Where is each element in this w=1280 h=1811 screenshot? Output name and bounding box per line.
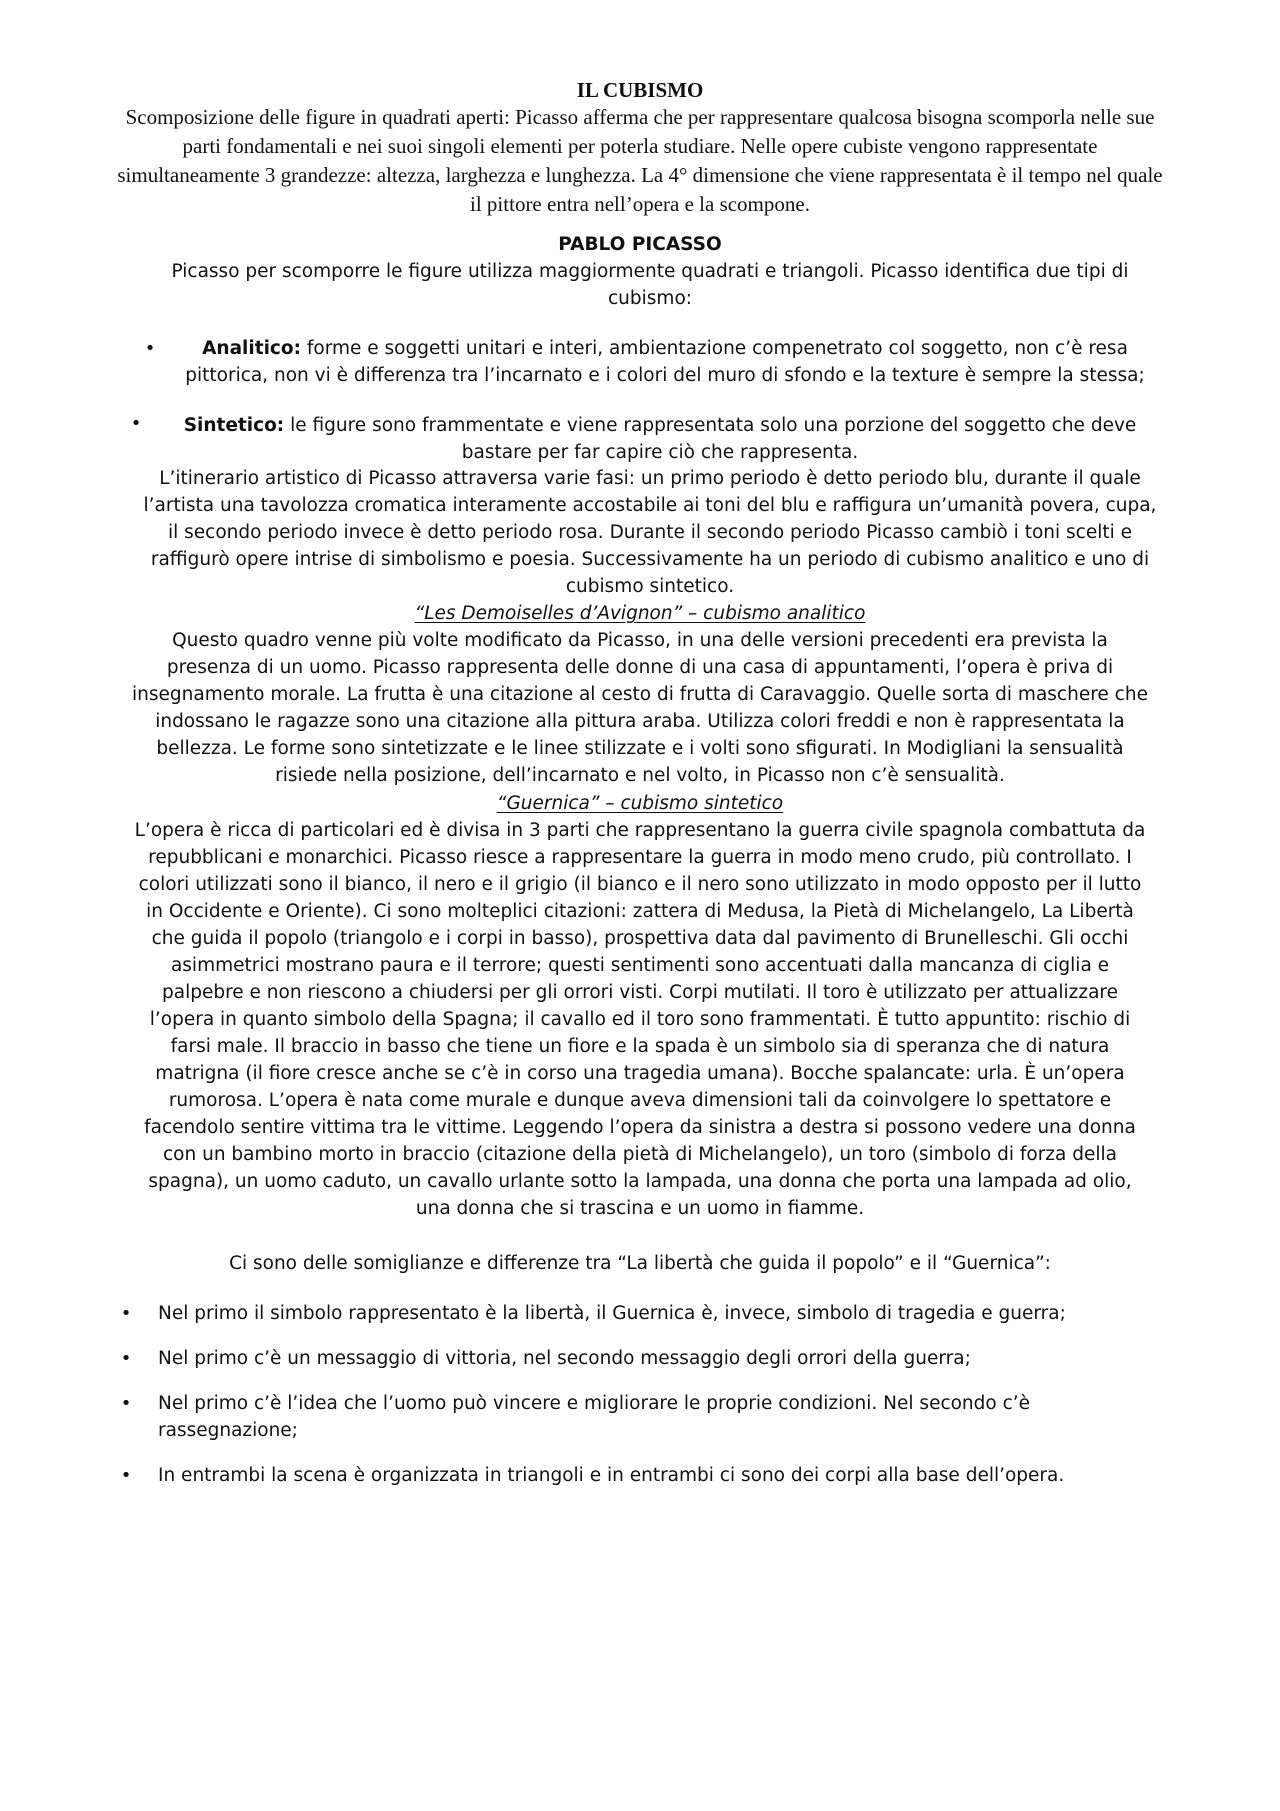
- bullet-icon: •: [144, 338, 156, 359]
- term-label: Sintetico:: [183, 415, 285, 436]
- picasso-intro-paragraph: Picasso per scomporre le figure utilizza maggiormente quadrati e triangoli. Picasso identifica due tipi di cubismo:: [171, 261, 1129, 309]
- demoiselles-heading: [120, 600, 1160, 627]
- demoiselles-paragraph: Questo quadro venne più volte modificato da Picasso, in una delle versioni precedenti era prevista la presenza di un uomo. Picasso rappresenta delle donne di una casa di appuntamenti, l’opera è priva di insegnamento morale. La frutta è una citazione al cesto di frutta di Caravaggio. Quelle sorta di maschere che indossano le ragazze sono una citazione alla pittura araba. Utilizza colori freddi e non è rappresentata la bellezza. Le forme sono sintetizzate e le linee stilizzate e i volti sono sfigurati. In Modigliani la sensualità risiede nella posizione, dell’incarnato e nel volto, in Picasso non c’è sensualità.: [132, 630, 1148, 786]
- section-heading-picasso: PABLO PICASSO: [558, 234, 722, 255]
- term-description: forme e soggetti unitari e interi, ambientazione compenetrato col soggetto, non c’è resa pittorica, non vi è differenza tra l’incarnato e i colori del muro di sfondo e la texture è sempre la stessa;: [185, 338, 1145, 386]
- guernica-heading: [120, 790, 1160, 817]
- comparison-item: Nel primo c’è l’idea che l’uomo può vincere e migliorare le proprie condizioni. Nel secondo c’è rassegnazione;: [158, 1393, 1031, 1441]
- comparison-item: In entrambi la scena è organizzata in triangoli e in entrambi ci sono dei corpi alla base dell’opera.: [158, 1465, 1065, 1486]
- comparison-item: Nel primo il simbolo rappresentato è la libertà, il Guernica è, invece, simbolo di tragedia e guerra;: [158, 1303, 1066, 1324]
- bullet-icon: •: [120, 1303, 132, 1324]
- intro-paragraph: Scomposizione delle figure in quadrati aperti: Picasso afferma che per rappresentare qualcosa bisogna scomporla nelle sue parti fondamentali e nei suoi singoli elementi per poterla studiare. Nelle opere cubiste vengono rappresentate simultaneamente 3 grandezze: altezza, larghezza e lunghezza. La 4° dimensione che viene rappresentata è il tempo nel quale il pittore entra nell’opera e la scompone.: [117, 105, 1163, 216]
- guernica-title: “Guernica” – cubismo sintetico: [496, 793, 784, 814]
- itinerary-paragraph: L’itinerario artistico di Picasso attraversa varie fasi: un primo periodo è detto periodo blu, durante il quale l’artista una tavolozza cromatica interamente accostabile ai toni del blu e raffigura un’umanità povera, cupa, il secondo periodo invece è detto periodo rosa. Durante il secondo periodo Picasso cambiò i toni scelti e raffigurò opere intrise di simbolismo e poesia. Successivamente ha un periodo di cubismo analitico e uno di cubismo sintetico.: [143, 468, 1157, 597]
- guernica-paragraph: L’opera è ricca di particolari ed è divisa in 3 parti che rappresentano la guerra civile spagnola combattuta da repubblicani e monarchici. Picasso riesce a rappresentare la guerra in modo meno crudo, più controllato. I colori utilizzati sono il bianco, il nero e il grigio (il bianco e il nero sono utilizzato in modo opposto per il lutto in Occidente e Oriente). Ci sono molteplici citazioni: zattera di Medusa, la Pietà di Michelangelo, La Libertà che guida il popolo (triangolo e i corpi in basso), prospettiva data dal pavimento di Brunelleschi. Gli occhi asimmetrici mostrano paura e il terrore; questi sentimenti sono accentuati dalla mancanza di ciglia e palpebre e non riescono a chiudersi per gli orrori visti. Corpi mutilati. Il toro è utilizzato per attualizzare l’opera in quanto simbolo della Spagna; il cavallo ed il toro sono frammentati. È tutto appuntito: rischio di farsi male. Il braccio in basso che tiene un fiore e la spada è un simbolo sia di speranza che di natura matrigna (il fiore cresce anche se c’è in corso una tragedia umana). Bocche spalancate: urla. È un’opera rumorosa. L’opera è nata come murale e dunque aveva dimensioni tali da coinvolgere lo spettatore e facendolo sentire vittima tra le vittime. Leggendo l’opera da sinistra a destra si possono vedere una donna con un bambino morto in braccio (citazione della pietà di Michelangelo), un toro (simbolo di forza della spagna), un uomo caduto, un cavallo urlante sotto la lampada, una donna che porta una lampada ad olio, una donna che si trascina e un uomo in fiamme.: [134, 820, 1146, 1219]
- bullet-icon: •: [130, 413, 142, 434]
- demoiselles-title: “Les Demoiselles d’Avignon” – cubismo analitico: [414, 603, 866, 624]
- term-label: Analitico:: [202, 338, 301, 359]
- term-description: le figure sono frammentate e viene rappresentata solo una porzione del soggetto che deve bastare per far capire ciò che rappresenta.: [284, 415, 1137, 463]
- bullet-icon: •: [120, 1348, 132, 1369]
- list-item-analitico: [160, 335, 1170, 389]
- comparison-item: Nel primo c’è un messaggio di vittoria, nel secondo messaggio degli orrori della guerra;: [158, 1348, 971, 1369]
- bullet-icon: •: [120, 1393, 132, 1414]
- bullet-icon: •: [120, 1465, 132, 1486]
- list-item-sintetico: [160, 412, 1160, 466]
- page-title: IL CUBISMO: [576, 78, 704, 102]
- comparison-intro: Ci sono delle somiglianze e differenze tra “La libertà che guida il popolo” e il “Guernica”:: [229, 1253, 1051, 1274]
